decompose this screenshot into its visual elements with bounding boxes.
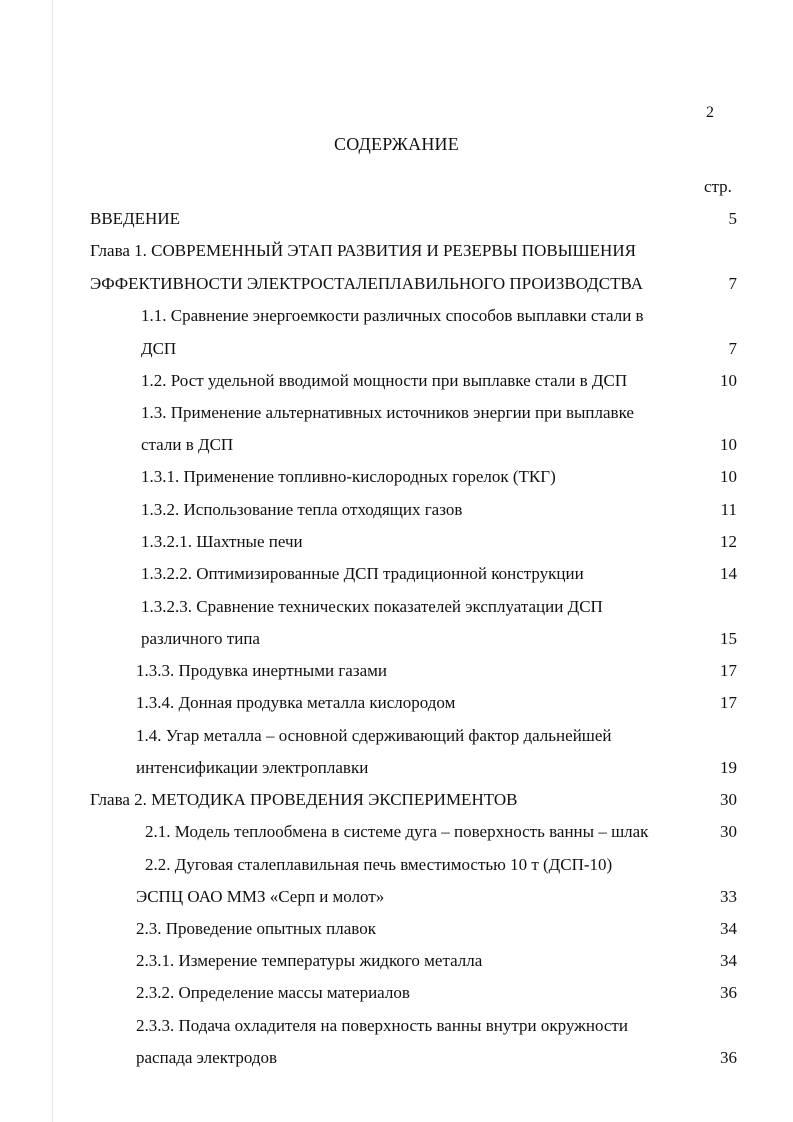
toc-entry-page: 10 [720,435,737,454]
toc-entry-text: 1.3.2.2. Оптимизированные ДСП традиционной конструкции [141,564,584,583]
toc-entry-text: 2.2. Дуговая сталеплавильная печь вместимостью 10 т (ДСП-10) [145,855,613,874]
toc-entry [0,1042,793,1074]
toc-entry [0,687,793,719]
toc-entry-text: 1.3.1. Применение топливно-кислородных горелок (ТКГ) [141,467,556,486]
toc-entry-text: 1.2. Рост удельной вводимой мощности при выплавке стали в ДСП [141,371,628,390]
toc-entry-page: 34 [720,951,737,970]
toc-entry [0,300,793,332]
toc-entry-text: 1.3.3. Продувка инертными газами [136,661,387,680]
toc-entry [0,881,793,913]
toc-entry-text: ЭСПЦ ОАО ММЗ «Серп и молот» [136,887,385,906]
toc-entry [0,752,793,784]
toc-entry-text: 1.3.4. Донная продувка металла кислородом [136,693,456,712]
toc-entry-text: 1.3.2.1. Шахтные печи [141,532,303,551]
toc-entry-text: ДСП [141,339,177,358]
toc-entry-page: 17 [720,661,737,680]
toc-entry-text: 1.4. Угар металла – основной сдерживающий фактор дальнейшей [136,726,612,745]
toc-entry [0,235,793,267]
toc-entry-page: 33 [720,887,737,906]
toc-entry-page: 14 [720,564,737,583]
toc-entry-text: 2.3.3. Подача охладителя на поверхность ванны внутри окружности [136,1016,628,1035]
toc-entry [0,1010,793,1042]
toc-entry-text: 2.1. Модель теплообмена в системе дуга – поверхность ванны – шлак [145,822,649,841]
toc-entry-page: 30 [720,822,737,841]
toc-entry-text: ЭФФЕКТИВНОСТИ ЭЛЕКТРОСТАЛЕПЛАВИЛЬНОГО ПРОИЗВОДСТВА [90,274,644,293]
toc-entry [0,268,793,300]
toc-entry-text: 1.1. Сравнение энергоемкости различных способов выплавки стали в [141,306,644,325]
toc-entry [0,365,793,397]
toc-entry-page: 34 [720,919,737,938]
toc-entry [0,526,793,558]
toc-entry [0,494,793,526]
toc-entry [0,591,793,623]
pages-column-label: стр. [704,177,732,196]
toc-entry-page: 19 [720,758,737,777]
toc-entry-page: 12 [720,532,737,551]
toc-entry [0,461,793,493]
toc-entry-text: 1.3.2. Использование тепла отходящих газов [141,500,463,519]
toc-entry-page: 36 [720,1048,737,1067]
toc-entry-text: Глава 2. МЕТОДИКА ПРОВЕДЕНИЯ ЭКСПЕРИМЕНТОВ [90,790,518,809]
page-number: 2 [706,104,714,121]
toc-entry [0,203,793,235]
toc-entry-text: интенсификации электроплавки [136,758,369,777]
toc-entry [0,913,793,945]
toc-entry [0,784,793,816]
toc-entry-page: 15 [720,629,737,648]
toc-entry [0,720,793,752]
toc-entry [0,623,793,655]
toc-entry [0,655,793,687]
toc-entry-page: 36 [720,983,737,1002]
toc-entry-text: различного типа [141,629,260,648]
toc-entry [0,945,793,977]
toc-entry-text: 2.3.1. Измерение температуры жидкого металла [136,951,483,970]
toc-entry [0,849,793,881]
toc-entry [0,397,793,429]
toc-entry-text: 2.3. Проведение опытных плавок [136,919,376,938]
toc-entry-text: распада электродов [136,1048,278,1067]
toc-entry-page: 7 [728,274,737,293]
toc-entry-text: Глава 1. СОВРЕМЕННЫЙ ЭТАП РАЗВИТИЯ И РЕЗЕРВЫ ПОВЫШЕНИЯ [90,241,636,260]
toc-entry-page: 7 [728,339,737,358]
toc-entry [0,977,793,1009]
toc-entry [0,333,793,365]
toc-entry-page: 10 [720,467,737,486]
toc-entry-page: 11 [720,500,737,519]
toc-entry-page: 17 [720,693,737,712]
toc-entry [0,429,793,461]
toc-entry-text: 1.3.2.3. Сравнение технических показателей эксплуатации ДСП [141,597,603,616]
toc-entry-text: ВВЕДЕНИЕ [90,209,180,228]
toc-entry-text: 1.3. Применение альтернативных источников энергии при выплавке [141,403,634,422]
page-title: СОДЕРЖАНИЕ [334,134,459,154]
toc-entry-text: 2.3.2. Определение массы материалов [136,983,410,1002]
toc-entry-page: 5 [728,209,737,228]
toc-entry-page: 30 [720,790,737,809]
toc-entry [0,816,793,848]
toc-entry-text: стали в ДСП [141,435,234,454]
toc-entry [0,558,793,590]
toc-entry-page: 10 [720,371,737,390]
